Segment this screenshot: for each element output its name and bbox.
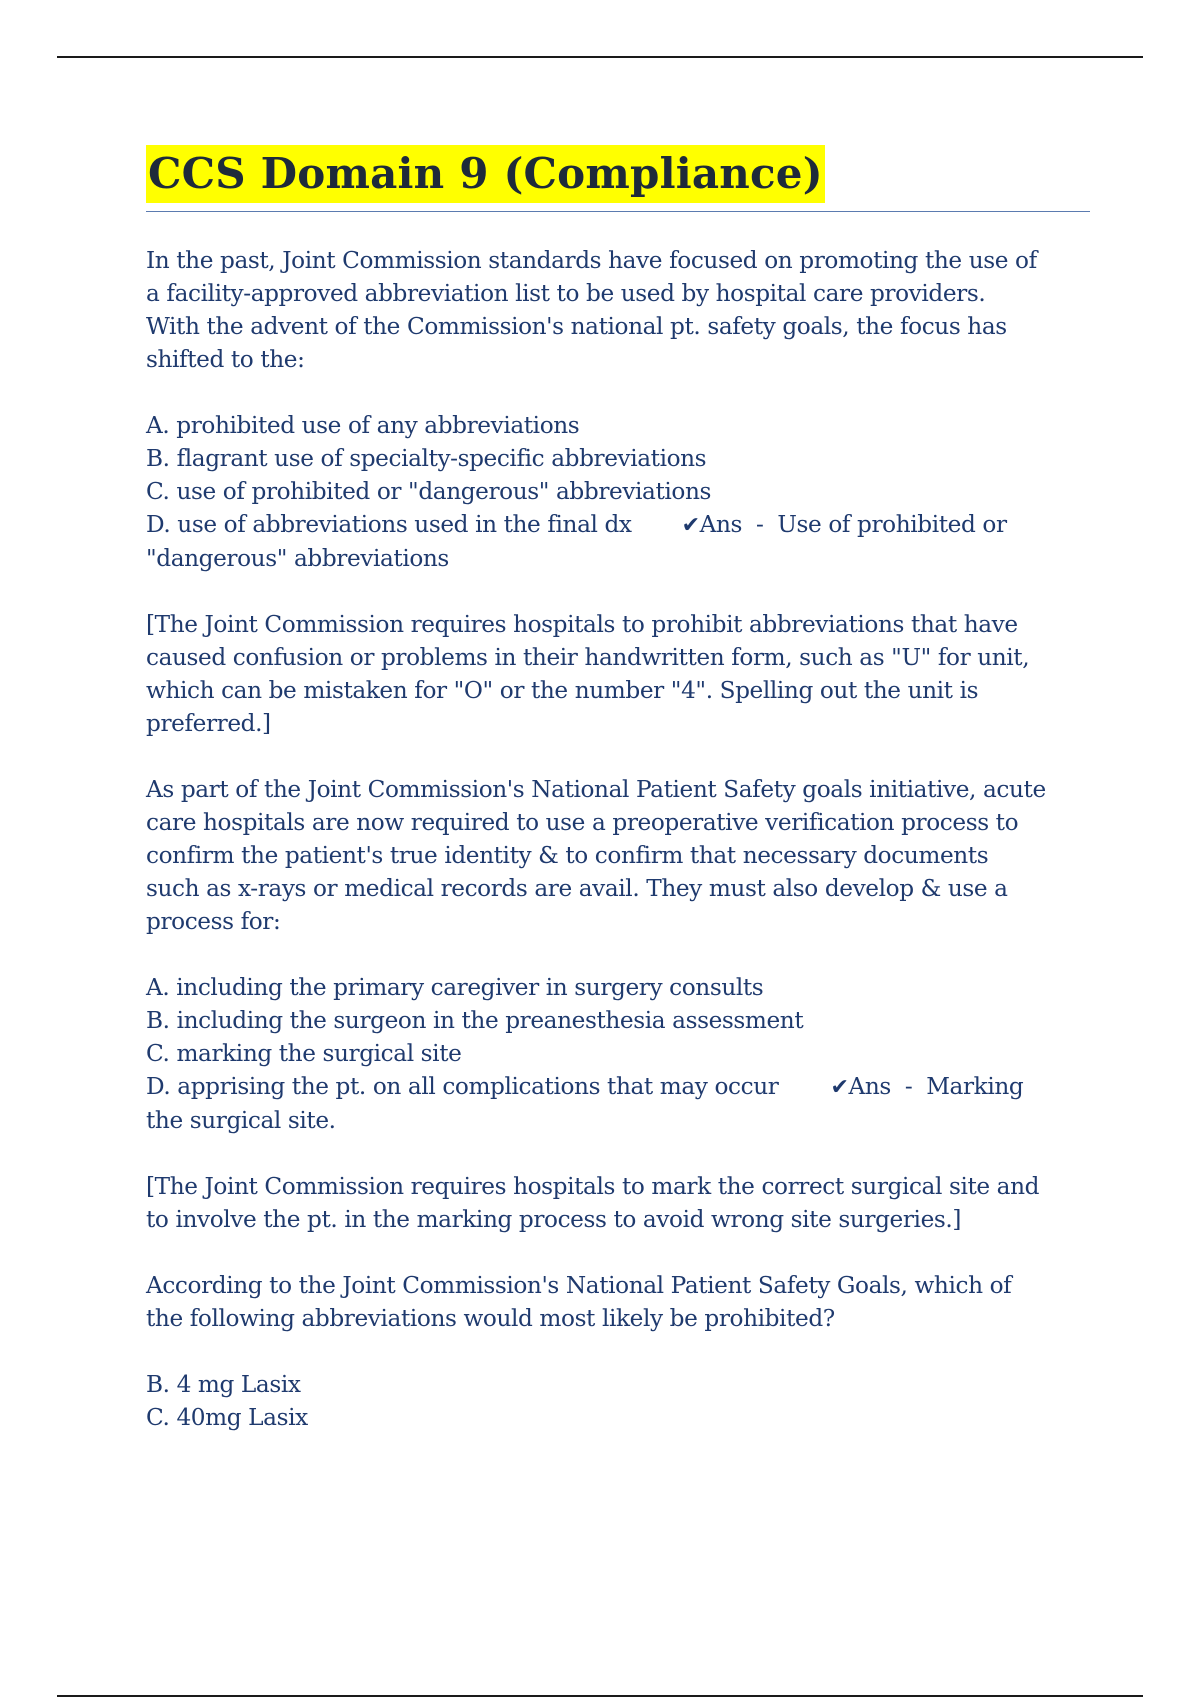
- option-c: C. use of prohibited or "dangerous" abbreviations: [146, 478, 711, 505]
- option-b: B. including the surgeon in the preanesthesia assessment: [146, 1007, 804, 1034]
- text-line: [The Joint Commission requires hospitals to mark the correct surgical site and: [146, 1173, 1040, 1200]
- option-a: A. including the primary caregiver in surgery consults: [146, 974, 764, 1001]
- text-line: the following abbreviations would most likely be prohibited?: [146, 1305, 835, 1332]
- text-line: such as x-rays or medical records are avail. They must also develop & use a: [146, 875, 1008, 902]
- text-line: [The Joint Commission requires hospitals to prohibit abbreviations that have: [146, 611, 1018, 638]
- header-rule: [57, 56, 1143, 58]
- text-line: confirm the patient's true identity & to confirm that necessary documents: [146, 842, 989, 869]
- text-line: to involve the pt. in the marking process to avoid wrong site surgeries.]: [146, 1206, 962, 1233]
- question-3-stem: [146, 1269, 1090, 1335]
- option-c: C. marking the surgical site: [146, 1040, 462, 1067]
- answer-label: Ans: [699, 511, 743, 538]
- text-line: According to the Joint Commission's National Patient Safety Goals, which of: [146, 1272, 1012, 1299]
- text-line: As part of the Joint Commission's National Patient Safety goals initiative, acute: [146, 776, 1046, 803]
- title-block: [146, 145, 1090, 212]
- footer-rule: [57, 1695, 1143, 1697]
- option-d: D. use of abbreviations used in the final dx: [146, 511, 632, 538]
- option-b: B. 4 mg Lasix: [146, 1371, 301, 1398]
- answer-separator: -: [904, 1073, 913, 1100]
- option-b: B. flagrant use of specialty-specific abbreviations: [146, 445, 707, 472]
- checkmark-icon: ✔: [681, 513, 700, 538]
- text-line: a facility-approved abbreviation list to be used by hospital care providers.: [146, 280, 986, 307]
- option-d-with-answer: [146, 1070, 1090, 1104]
- option-a: A. prohibited use of any abbreviations: [146, 412, 580, 439]
- text-line: In the past, Joint Commission standards have focused on promoting the use of: [146, 247, 1037, 274]
- option-d-with-answer: [146, 508, 1090, 542]
- document-title: CCS Domain 9 (Compliance): [146, 145, 825, 203]
- text-line: shifted to the:: [146, 346, 305, 373]
- option-d: D. apprising the pt. on all complications that may occur: [146, 1073, 779, 1100]
- text-line: caused confusion or problems in their handwritten form, such as "U" for unit,: [146, 644, 1030, 671]
- text-line: preferred.]: [146, 710, 271, 737]
- document-page: [146, 145, 1090, 1467]
- answer-text-continued: the surgical site.: [146, 1107, 336, 1134]
- question-1-options: [146, 409, 1090, 575]
- text-line: With the advent of the Commission's national pt. safety goals, the focus has: [146, 313, 1007, 340]
- answer-text-continued: "dangerous" abbreviations: [146, 545, 449, 572]
- question-2-options: [146, 971, 1090, 1137]
- answer-separator: -: [756, 511, 764, 538]
- question-1-stem: [146, 244, 1090, 376]
- answer-text: Marking: [926, 1073, 1024, 1100]
- option-c: C. 40mg Lasix: [146, 1404, 308, 1431]
- question-2-rationale: [146, 1170, 1090, 1236]
- question-2-stem: [146, 773, 1090, 938]
- checkmark-icon: ✔: [830, 1075, 849, 1100]
- text-line: process for:: [146, 908, 281, 935]
- question-1-rationale: [146, 608, 1090, 740]
- text-line: care hospitals are now required to use a preoperative verification process to: [146, 809, 1019, 836]
- text-line: which can be mistaken for "O" or the number "4". Spelling out the unit is: [146, 677, 979, 704]
- answer-label: Ans: [848, 1073, 891, 1100]
- question-3-options: [146, 1368, 1090, 1434]
- answer-text: Use of prohibited or: [777, 511, 1007, 538]
